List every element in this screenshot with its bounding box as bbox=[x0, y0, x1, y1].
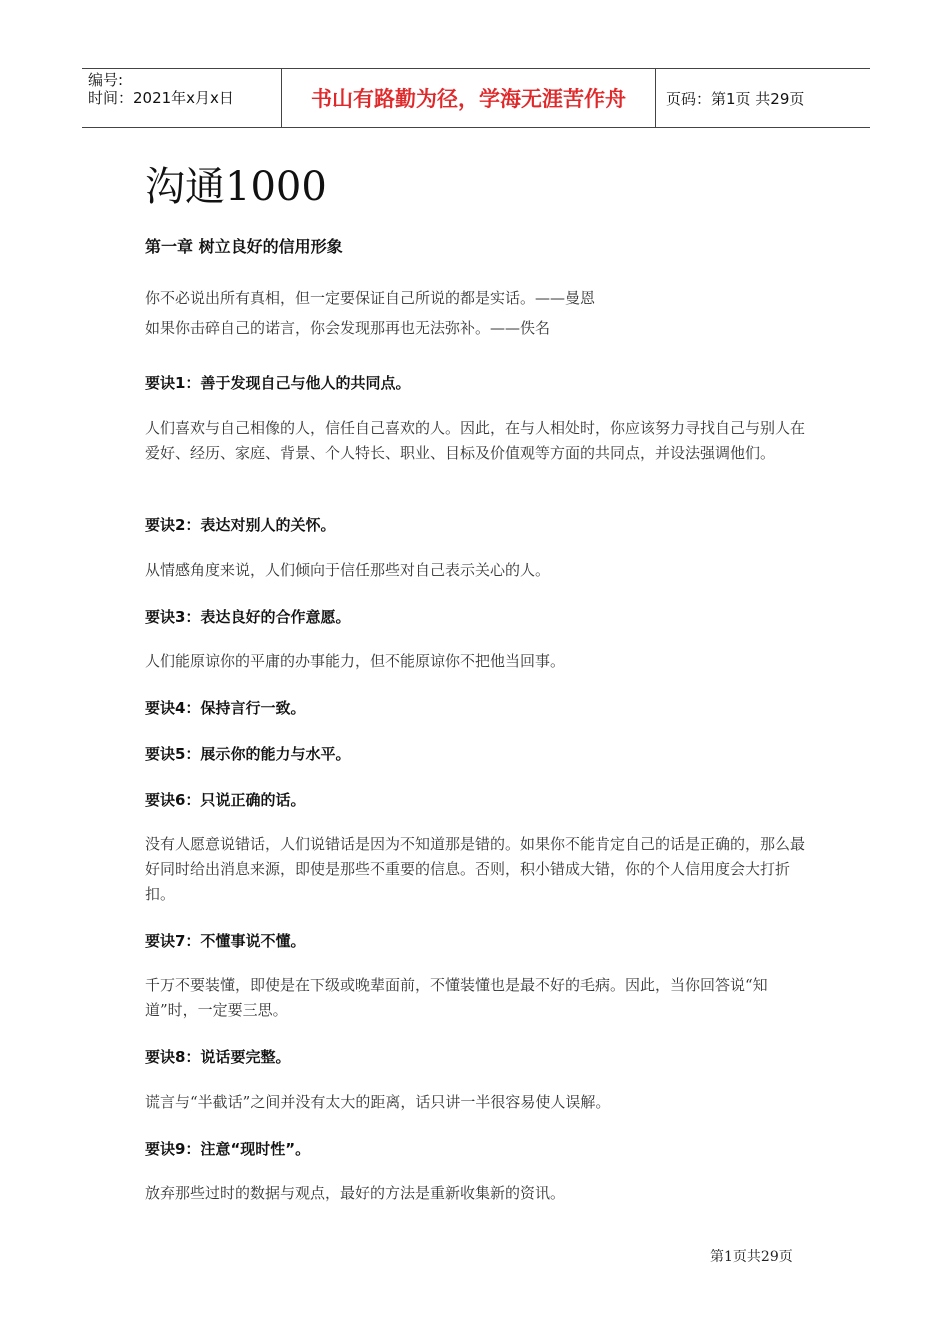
tip-1-body: 人们喜欢与自己相像的人，信任自己喜欢的人。因此，在与人相处时，你应该努力寻找自己与别人在爱好、经历、家庭、背景、个人特长、职业、目标及价值观等方面的共同点，并设法强调他们。 bbox=[145, 419, 806, 462]
tip-6-body: 没有人愿意说错话，人们说错话是因为不知道那是错的。如果你不能肯定自己的话是正确的，那么最好同时给出消息来源，即使是那些不重要的信息。否则，积小错成大错，你的个人信用度会大打折扣。 bbox=[145, 835, 806, 903]
tip-7-heading: 要诀7：不懂事说不懂。 bbox=[145, 932, 306, 950]
header-table bbox=[82, 68, 870, 128]
tip-3-body: 人们能原谅你的平庸的办事能力，但不能原谅你不把他当回事。 bbox=[145, 652, 566, 670]
tip-6-heading: 要诀6：只说正确的话。 bbox=[145, 791, 306, 809]
tip-9-body: 放弃那些过时的数据与观点，最好的方法是重新收集新的资讯。 bbox=[145, 1184, 566, 1202]
tip-5-heading: 要诀5：展示你的能力与水平。 bbox=[145, 745, 351, 763]
footer-page-number: 第1页共29页 bbox=[710, 1249, 793, 1265]
header-motto: 书山有路勤为径，学海无涯苦作舟 bbox=[282, 69, 656, 127]
tip-2-heading: 要诀2：表达对别人的关怀。 bbox=[145, 516, 336, 534]
quote-1: 你不必说出所有真相，但一定要保证自己所说的都是实话。——曼恩 bbox=[145, 289, 596, 307]
tip-3-heading: 要诀3：表达良好的合作意愿。 bbox=[145, 608, 351, 626]
document-title: 沟通1000 bbox=[145, 164, 327, 210]
chapter-heading: 第一章 树立良好的信用形象 bbox=[145, 237, 343, 256]
header-info-cell bbox=[82, 69, 282, 127]
tip-9-heading: 要诀9：注意“现时性”。 bbox=[145, 1140, 311, 1158]
tip-2-body: 从情感角度来说，人们倾向于信任那些对自己表示关心的人。 bbox=[145, 561, 551, 579]
tip-1-heading: 要诀1：善于发现自己与他人的共同点。 bbox=[145, 374, 411, 392]
header-page-info: 页码：第1页 共29页 bbox=[666, 89, 805, 108]
tip-8-body: 谎言与“半截话”之间并没有太大的距离，话只讲一半很容易使人误解。 bbox=[145, 1093, 611, 1111]
quote-2: 如果你击碎自己的诺言，你会发现那再也无法弥补。——佚名 bbox=[145, 319, 551, 337]
tip-7-body: 千万不要装懂，即使是在下级或晚辈面前，不懂装懂也是最不好的毛病。因此，当你回答说“知道”时，一定要三思。 bbox=[145, 976, 768, 1019]
tip-4-heading: 要诀4：保持言行一致。 bbox=[145, 699, 306, 717]
time-label: 时间：2021年x月x日 bbox=[88, 89, 234, 107]
number-label: 编号: bbox=[88, 71, 124, 89]
tip-8-heading: 要诀8：说话要完整。 bbox=[145, 1048, 291, 1066]
